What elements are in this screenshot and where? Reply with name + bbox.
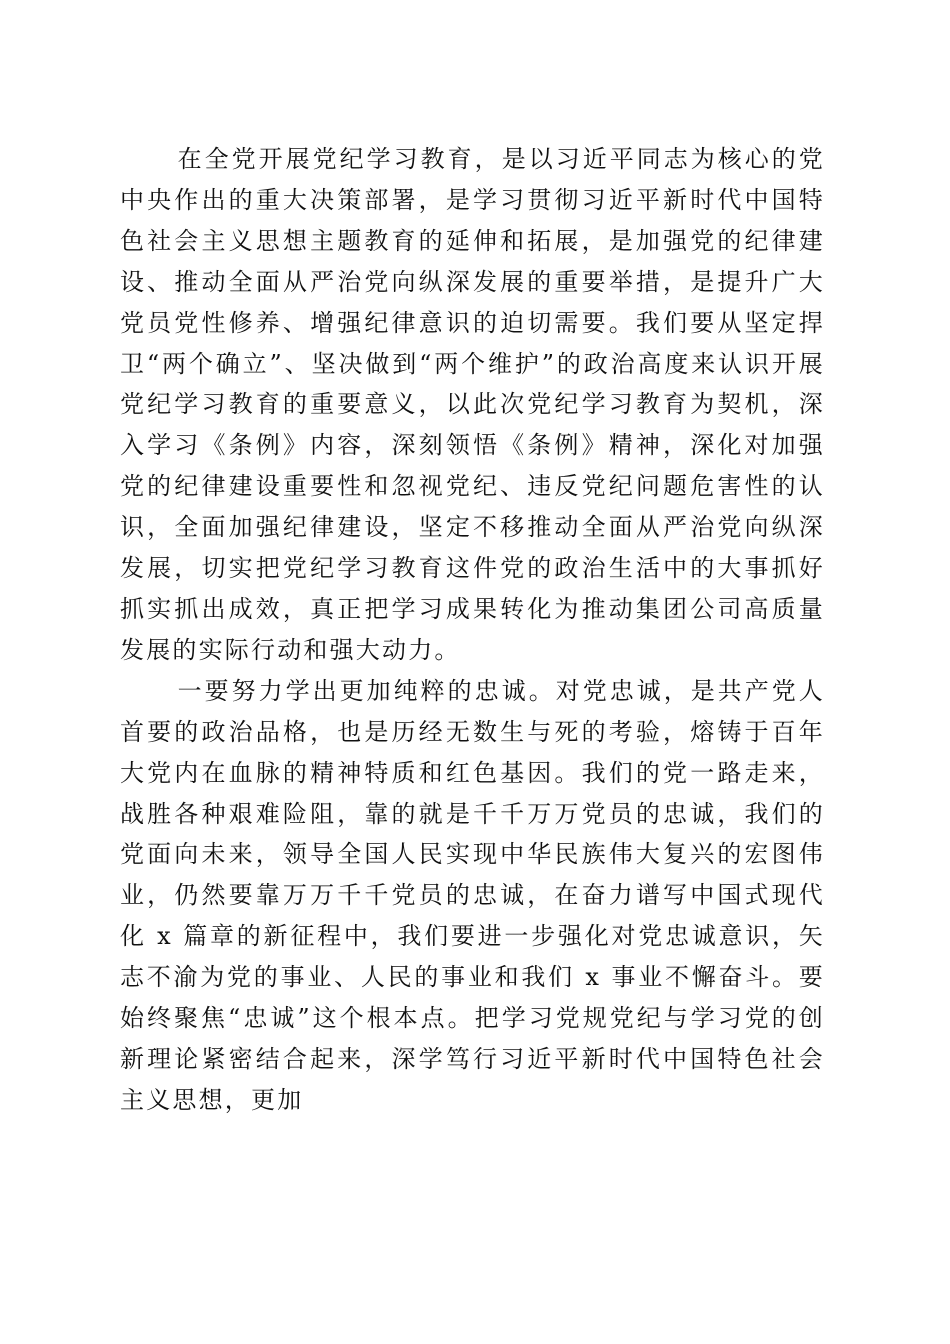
document-body: [120, 139, 825, 1121]
paragraph-intro: 在全党开展党纪学习教育，是以习近平同志为核心的党中央作出的重大决策部署，是学习贯彻习近平新时代中国特色社会主义思想主题教育的延伸和拓展，是加强党的纪律建设、推动全面从严治党向纵深发展的重要举措，是提升广大党员党性修养、增强纪律意识的迫切需要。我们要从坚定捍卫“两个确立”、坚决做到“两个维护”的政治高度来认识开展党纪学习教育的重要意义，以此次党纪学习教育为契机，深入学习《条例》内容，深刻领悟《条例》精神，深化对加强党的纪律建设重要性和忽视党纪、违反党纪问题危害性的认识，全面加强纪律建设，坚定不移推动全面从严治党向纵深发展，切实把党纪学习教育这件党的政治生活中的大事抓好抓实抓出成效，真正把学习成果转化为推动集团公司高质量发展的实际行动和强大动力。: [120, 145, 825, 664]
paragraph-loyalty: 一要努力学出更加纯粹的忠诚。对党忠诚，是共产党人首要的政治品格，也是历经无数生与死的考验，熔铸于百年大党内在血脉的精神特质和红色基因。我们的党一路走来，战胜各种艰难险阻，靠的就是千千万万党员的忠诚，我们的党面向未来，领导全国人民实现中华民族伟大复兴的宏图伟业，仍然要靠万万千千党员的忠诚，在奋力谱写中国式现代化 x 篇章的新征程中，我们要进一步强化对党忠诚意识，矢志不渝为党的事业、人民的事业和我们 x 事业不懈奋斗。要始终聚焦“忠诚”这个根本点。把学习党规党纪与学习党的创新理论紧密结合起来，深学笃行习近平新时代中国特色社会主义思想，更加: [120, 676, 825, 1114]
